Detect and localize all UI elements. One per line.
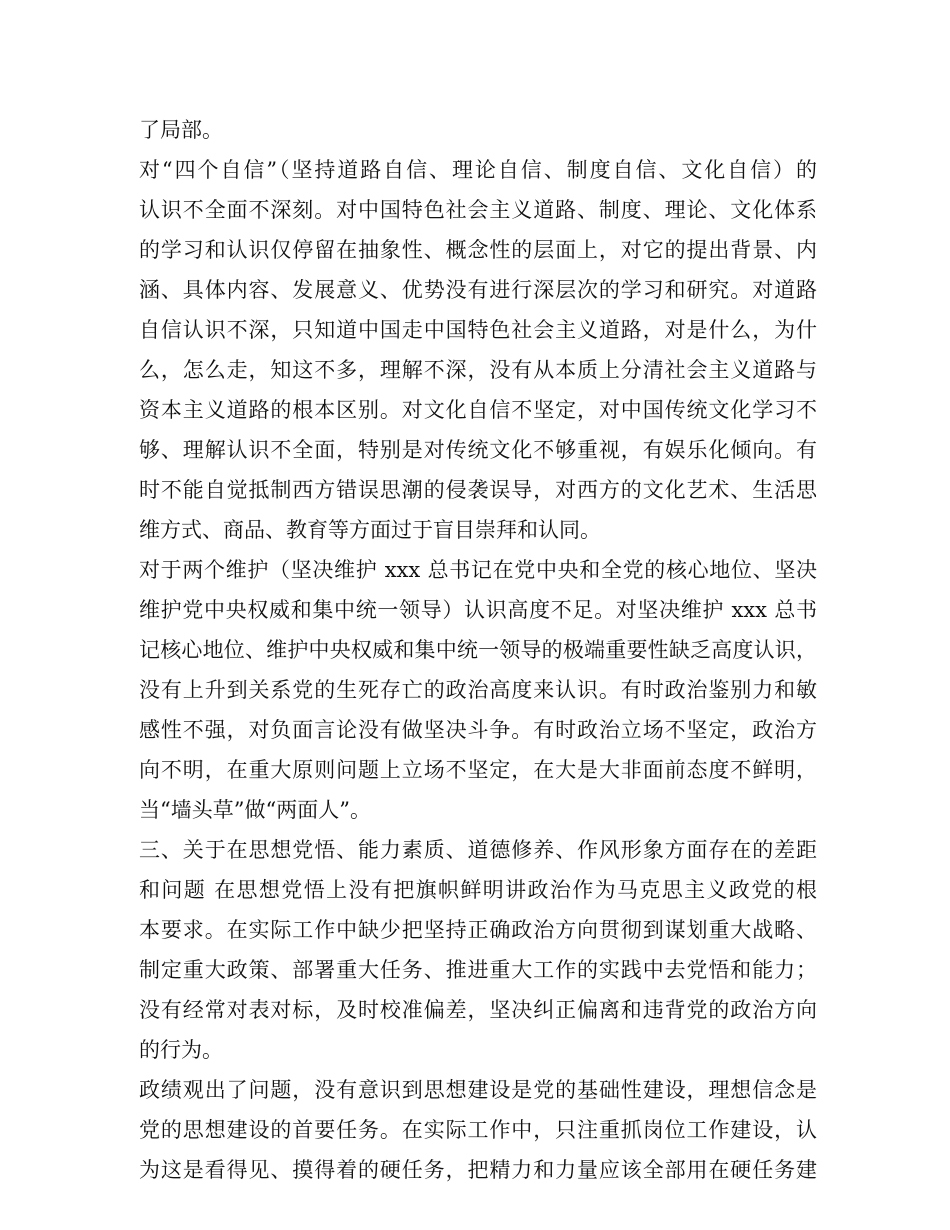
text-line: 时不能自觉抵制西方错误思潮的侵袭误导，对西方的文化艺术、生活思 xyxy=(139,478,817,502)
text-line: 够、理解认识不全面，特别是对传统文化不够重视，有娱乐化倾向。有 xyxy=(139,438,817,462)
document-body xyxy=(139,110,817,1190)
text-line: 没有上升到关系党的生死存亡的政治高度来认识。有时政治鉴别力和敏 xyxy=(139,678,817,702)
text-line: 记核心地位、维护中央权威和集中统一领导的极端重要性缺乏高度认识， xyxy=(139,638,817,662)
text-line: 么，怎么走，知这不多，理解不深，没有从本质上分清社会主义道路与 xyxy=(139,358,817,382)
text-line: 党的思想建设的首要任务。在实际工作中，只注重抓岗位工作建设，认 xyxy=(139,1118,817,1142)
text-line: 制定重大政策、部署重大任务、推进重大工作的实践中去党悟和能力； xyxy=(139,958,817,982)
text-line: 了局部。 xyxy=(139,118,223,142)
text-line: 当“墙头草”做“两面人”。 xyxy=(139,798,371,822)
text-line: 三、关于在思想党悟、能力素质、道德修养、作风形象方面存在的差距 xyxy=(139,838,817,862)
text-line: 对“四个自信”（坚持道路自信、理论自信、制度自信、文化自信）的 xyxy=(139,158,817,182)
text-line: 本要求。在实际工作中缺少把坚持正确政治方向贯彻到谋划重大战略、 xyxy=(139,918,817,942)
text-line: 没有经常对表对标，及时校准偏差，坚决纠正偏离和违背党的政治方向 xyxy=(139,998,817,1022)
text-line: 为这是看得见、摸得着的硬任务，把精力和力量应该全部用在硬任务建 xyxy=(139,1158,817,1182)
text-line: 自信认识不深，只知道中国走中国特色社会主义道路，对是什么，为什 xyxy=(139,318,817,342)
text-line: 的行为。 xyxy=(139,1038,223,1062)
text-line: 维护党中央权威和集中统一领导）认识高度不足。对坚决维护 xxx 总书 xyxy=(139,598,817,622)
text-line: 和问题 在思想党悟上没有把旗帜鲜明讲政治作为马克思主义政党的根 xyxy=(139,878,817,902)
text-line: 向不明，在重大原则问题上立场不坚定，在大是大非面前态度不鲜明， xyxy=(139,758,817,782)
text-line: 涵、具体内容、发展意义、优势没有进行深层次的学习和研究。对道路 xyxy=(139,278,817,302)
text-line: 政绩观出了问题，没有意识到思想建设是党的基础性建设，理想信念是 xyxy=(139,1078,817,1102)
text-line: 感性不强，对负面言论没有做坚决斗争。有时政治立场不坚定，政治方 xyxy=(139,718,817,742)
text-line: 对于两个维护（坚决维护 xxx 总书记在党中央和全党的核心地位、坚决 xyxy=(139,558,817,582)
text-line: 维方式、商品、教育等方面过于盲目崇拜和认同。 xyxy=(139,518,601,542)
text-line: 认识不全面不深刻。对中国特色社会主义道路、制度、理论、文化体系 xyxy=(139,198,817,222)
text-line: 的学习和认识仅停留在抽象性、概念性的层面上，对它的提出背景、内 xyxy=(139,238,817,262)
text-line: 资本主义道路的根本区别。对文化自信不坚定，对中国传统文化学习不 xyxy=(139,398,817,422)
